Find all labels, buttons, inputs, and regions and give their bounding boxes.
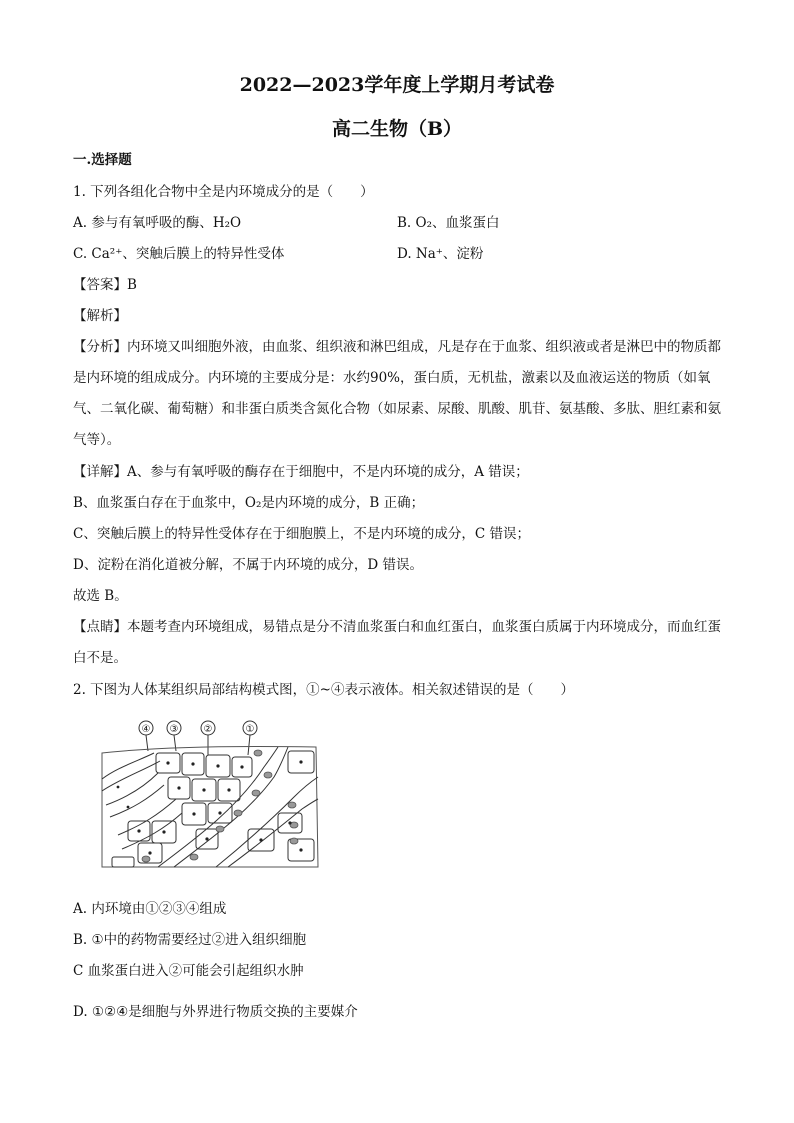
section-heading: 一.选择题 bbox=[73, 152, 132, 168]
exam-subtitle: 高二生物（B） bbox=[331, 118, 463, 140]
q1-analysis-heading: 【解析】 bbox=[73, 308, 127, 324]
q1-conclusion: 故选 B。 bbox=[73, 588, 128, 604]
fig-label-4: ④ bbox=[141, 724, 151, 735]
q1-detail-a: 【详解】A、参与有氧呼吸的酶存在于细胞中，不是内环境的成分，A 错误； bbox=[73, 464, 529, 480]
q1-option-c: C. Ca²⁺、突触后膜上的特异性受体 bbox=[73, 246, 285, 262]
q2-option-a: A. 内环境由①②③④组成 bbox=[73, 901, 227, 917]
tissue-structure-diagram bbox=[98, 717, 322, 873]
q1-analysis-text: 【分析】内环境又叫细胞外液，由血浆、组织液和淋巴组成，凡是存在于血浆、组织液或者是淋巴中的物质都是内环境的组成成分。内环境的主要成分是：水约90%，蛋白质，无机盐，激素以及血液运送的物质（如氧气、二氧化碳、葡萄糖）和非蛋白质类含氮化合物（如尿素、尿酸、肌酸、肌苷、氨基酸、多肽、胆红素和氨气等）。 bbox=[73, 339, 721, 448]
q1-option-a: A. 参与有氧呼吸的酶、H₂O bbox=[73, 215, 242, 231]
q2-option-c: C 血浆蛋白进入②可能会引起组织水肿 bbox=[73, 963, 304, 979]
q2-option-d: D. ①②④是细胞与外界进行物质交换的主要媒介 bbox=[73, 1004, 358, 1020]
fig-label-1: ① bbox=[245, 724, 255, 735]
fig-label-2: ② bbox=[203, 724, 213, 735]
q1-option-b: B. O₂、血浆蛋白 bbox=[397, 215, 500, 231]
q1-detail-c: C、突触后膜上的特异性受体存在于细胞膜上，不是内环境的成分，C 错误； bbox=[73, 526, 530, 542]
fig-label-3: ③ bbox=[169, 724, 179, 735]
q1-option-d: D. Na⁺、淀粉 bbox=[397, 246, 484, 262]
q1-stem: 1. 下列各组化合物中全是内环境成分的是（ ） bbox=[73, 184, 374, 200]
q1-answer: 【答案】B bbox=[73, 277, 137, 293]
q1-comment: 【点睛】本题考查内环境组成，易错点是分不清血浆蛋白和血红蛋白，血浆蛋白质属于内环境成分，而血红蛋白不是。 bbox=[73, 619, 721, 666]
q2-stem: 2. 下图为人体某组织局部结构模式图，①~④表示液体。相关叙述错误的是（ ） bbox=[73, 682, 574, 698]
q1-detail-b: B、血浆蛋白存在于血浆中，O₂是内环境的成分，B 正确； bbox=[73, 495, 425, 511]
exam-title: 2022—2023学年度上学期月考试卷 bbox=[239, 74, 555, 96]
q1-detail-d: D、淀粉在消化道被分解，不属于内环境的成分，D 错误。 bbox=[73, 557, 423, 573]
q2-option-b: B. ①中的药物需要经过②进入组织细胞 bbox=[73, 932, 307, 948]
